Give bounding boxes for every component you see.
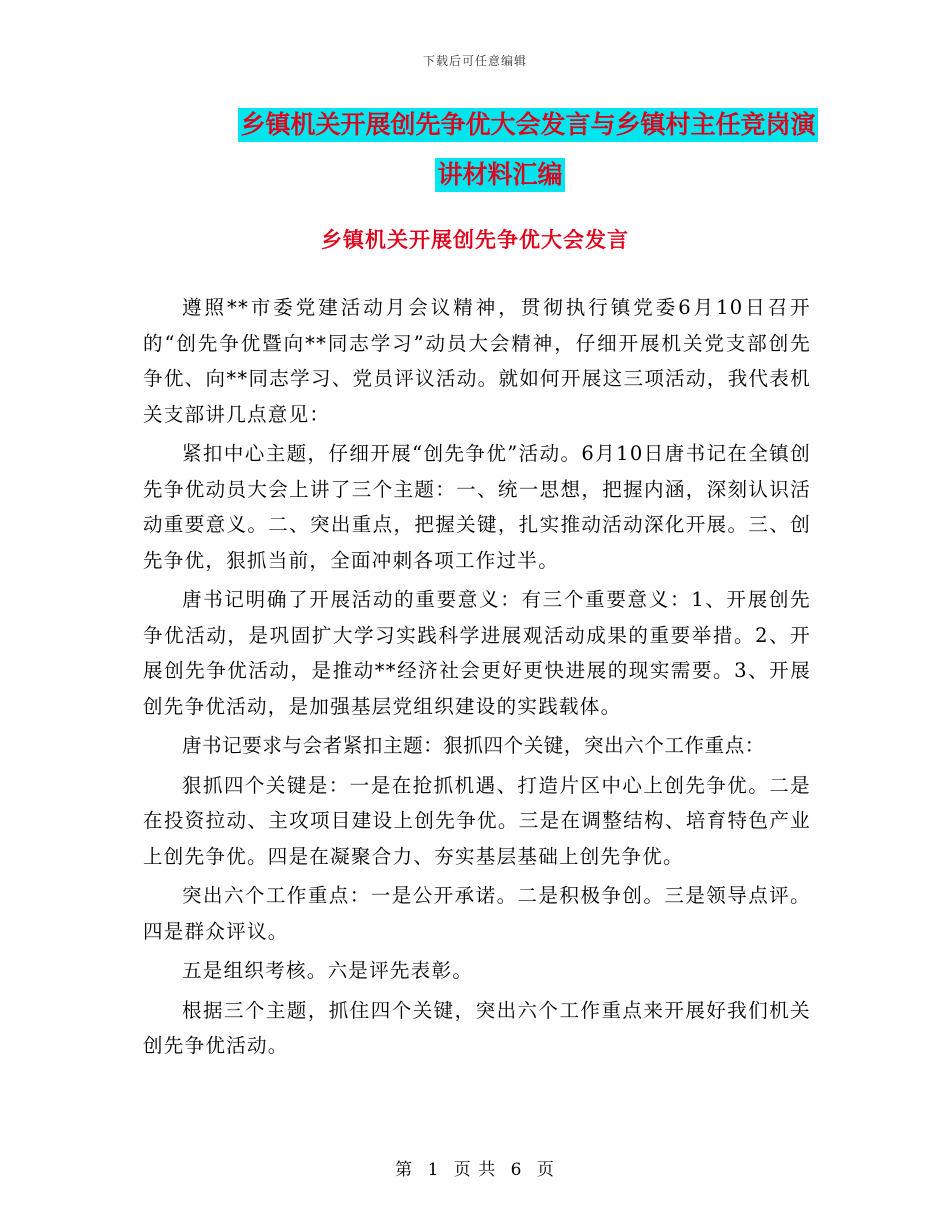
- footer-middle: 页 共: [453, 1160, 497, 1180]
- page-footer: [0, 1155, 950, 1180]
- paragraph: 唐书记要求与会者紧扣主题：狠抓四个关键，突出六个工作重点：: [182, 734, 765, 757]
- paragraph: 唐书记明确了开展活动的重要意义：有三个重要意义：1、开展创先争优活动，是巩固扩大学习实践科学进展观活动成果的重要举措。2、开展创先争优活动，是推动**经济社会更好更快进展的现实需要。3、开展创先争优活动，是加强基层党组织建设的实践载体。: [143, 588, 811, 718]
- title-line-1: 乡镇机关开展创先争优大会发言与乡镇村主任竞岗演: [238, 108, 817, 142]
- footer-page-number: 1: [427, 1160, 440, 1180]
- footer-suffix: 页: [536, 1160, 555, 1180]
- body-text: [143, 290, 811, 1068]
- footer-prefix: 第: [395, 1160, 414, 1180]
- paragraph: 根据三个主题，抓住四个关键，突出六个工作重点来开展好我们机关创先争优活动。: [143, 998, 811, 1057]
- section-title: 乡镇机关开展创先争优大会发言: [321, 228, 629, 252]
- document-title: [140, 108, 860, 208]
- title-line-2: 讲材料汇编: [435, 158, 564, 192]
- paragraph: 紧扣中心主题，仔细开展“创先争优”活动。6月10日唐书记在全镇创先争优动员大会上讲了三个主题：一、统一思想，把握内涵，深刻认识活动重要意义。二、突出重点，把握关键，扎实推动活动深化开展。三、创先争优，狠抓当前，全面冲刺各项工作过半。: [143, 442, 811, 572]
- paragraph: 突出六个工作重点：一是公开承诺。二是积极争创。三是领导点评。四是群众评议。: [143, 884, 811, 943]
- footer-total-pages: 6: [510, 1160, 523, 1180]
- paragraph: 遵照**市委党建活动月会议精神，贯彻执行镇党委6月10日召开的“创先争优暨向**同志学习”动员大会精神，仔细开展机关党支部创先争优、向**同志学习、党员评议活动。就如何开展这三项活动，我代表机关支部讲几点意见：: [143, 296, 811, 426]
- header-note: 下载后可任意编辑: [422, 54, 527, 68]
- paragraph: 五是组织考核。六是评先表彰。: [182, 959, 474, 982]
- paragraph: 狠抓四个关键是：一是在抢抓机遇、打造片区中心上创先争优。二是在投资拉动、主攻项目建设上创先争优。三是在调整结构、培育特色产业上创先争优。四是在凝聚合力、夯实基层基础上创先争优。: [143, 773, 811, 868]
